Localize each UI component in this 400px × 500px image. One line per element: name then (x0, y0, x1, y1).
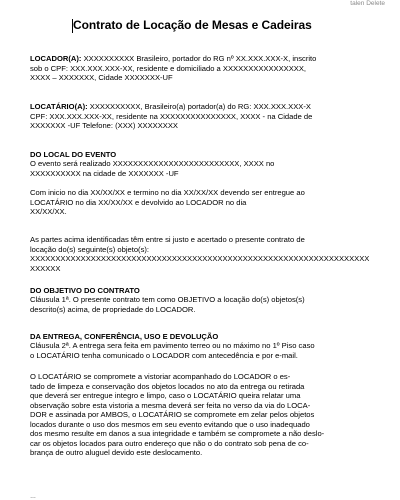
document-title: Contrato de Locação de Mesas e Cadeiras (73, 18, 312, 32)
local-heading: DO LOCAL DO EVENTO (30, 150, 117, 159)
locador-paragraph (30, 54, 370, 83)
locador-label: LOCADOR(A): (30, 54, 82, 63)
local-paragraph-1: O evento será realizado XXXXXXXXXXXXXXXXXXXXXXXXX, XXXX no XXXXXXXXXX na cidade de XXXXXXX -UF (30, 159, 275, 178)
entrega-clause: Cláusula 2ª. A entrega sera feita em pavimento terreo ou no máximo no 1º Piso caso o LOCATÁRIO tenha comunicado o LOCADOR com antecedência e por e-mail. (30, 341, 315, 360)
corner-toolbar-fragment: talen Delete (350, 0, 385, 7)
locatario-text: XXXXXXXXXX, Brasileiro(a) portador(a) do RG: XXX.XXX.XXX-X CPF: XXX.XXX.XXX-XX, residente na XXXXXXXXXXXXXXX, XXXX - na Cidade de XXXXXXX -UF Telefone: (XXX) XXXXXXXX (30, 102, 313, 130)
entrega-heading: DA ENTREGA, CONFERÊNCIA, USO E DEVOLUÇÃO (30, 332, 219, 341)
page-bottom-fragment: … (30, 494, 36, 500)
locador-text: XXXXXXXXXX Brasileiro, portador do RG nº XX.XXX.XXX-X, inscrito sob o CPF: XXX.XXX.XXX-XX, residente e domiciliado a XXXXXXXXXXXXXXXX, XXXX – XXXXXXX, Cidade XXXXXXX-UF (30, 54, 317, 82)
locatario-paragraph (30, 102, 370, 131)
local-paragraph-3: As partes acima identificadas têm entre si justo e acertado o presente contrato de locação do(s) seguinte(s) objeto(s): XXXXXXXXXXXXXXXXXXXXXXXXXXXXXXXXXXXXXXXXXXXXXXXXXXXXXXXXXXXXXXXXXXX XXXXXX (30, 235, 370, 273)
locatario-label: LOCATÁRIO(A): (30, 102, 88, 111)
local-paragraph-2: Com inicio no dia XX/XX/XX e termino no dia XX/XX/XX devendo ser entregue ao LOCATÁRIO no dia XX/XX/XX e devolvido ao LOCADOR no dia XX/XX/XX. (30, 188, 305, 216)
objetivo-clause: Cláusula 1ª. O presente contrato tem como OBJETIVO a locação do(s) objetos(s) descrito(s) acima, de propriedade do LOCADOR. (30, 295, 305, 314)
objetivo-heading: DO OBJETIVO DO CONTRATO (30, 286, 140, 295)
entrega-paragraph: O LOCATÁRIO se compromete a vistoriar acompanhado do LOCADOR o es- tado de limpeza e conservação dos objetos locados no ato da entrega ou retirada que deverá ser entregue integro e limpo, caso o LOCATÁRIO queira relatar uma observação sobre esta vistoria a mesma deverá ser feita no verso da via do LOCA- DOR e assinada por AMBOS, o LOCATÁRIO se compromete em zelar pelos objetos locados durante o uso dos mesmos em seu evento evitando que o uso inadequado dos mesmo resulte em danos a sua integridade e também se compromete a não deslo- car os objetos locados para outro endereço que não o do contrato sob pena de co- brança de outro aluguel devido este deslocamento. (30, 372, 325, 457)
